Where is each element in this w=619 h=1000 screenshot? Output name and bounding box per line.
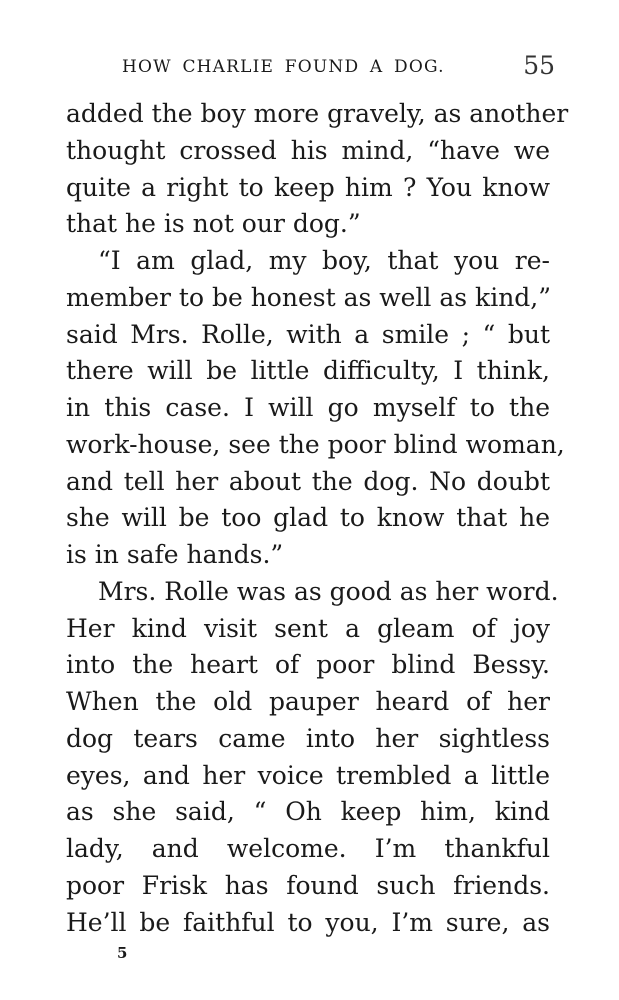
text-line: added the boy more gravely, as another [66,99,569,128]
text-line: work-house, see the poor blind woman, [66,429,565,459]
text-line: dog tears came into her sightless [66,723,550,753]
text-line: in this case. I will go myself to the [66,393,550,422]
text-line: eyes, and her voice trembled a little [66,760,550,790]
text-line: thought crossed his mind, “have we [66,135,550,165]
text-line: quite a right to keep him ? You know [66,172,550,202]
signature-mark: 5 [117,944,128,962]
text-line: poor Frisk has found such friends. [66,870,550,900]
text-line: she will be too glad to know that he [66,503,550,533]
body-text [66,96,569,941]
text-line: and tell her about the dog. No doubt [66,466,550,496]
text-line: into the heart of poor blind Bessy. [66,650,550,680]
text-line: there will be little difficulty, I think, [66,356,550,386]
text-line: He’ll be faithful to you, I’m sure, as [66,907,550,937]
text-line: Her kind visit sent a gleam of joy [66,613,550,643]
running-head [110,51,555,80]
text-line: said Mrs. Rolle, with a smile ; “ but [66,319,550,349]
text-line: is in safe hands.” [66,540,284,569]
text-line: lady, and welcome. I’m thankful [66,834,550,863]
text-line: Mrs. Rolle was as good as her word. [98,576,559,606]
text-line: that he is not our dog.” [66,209,361,239]
page-number: 55 [523,51,555,80]
text-line: member to be honest as well as kind,” [66,282,552,312]
text-line: as she said, “ Oh keep him, kind [66,797,550,827]
running-title: HOW CHARLIE FOUND A DOG. [122,57,445,77]
text-line: When the old pauper heard of her [66,687,550,716]
text-line: “I am glad, my boy, that you re- [98,246,550,275]
